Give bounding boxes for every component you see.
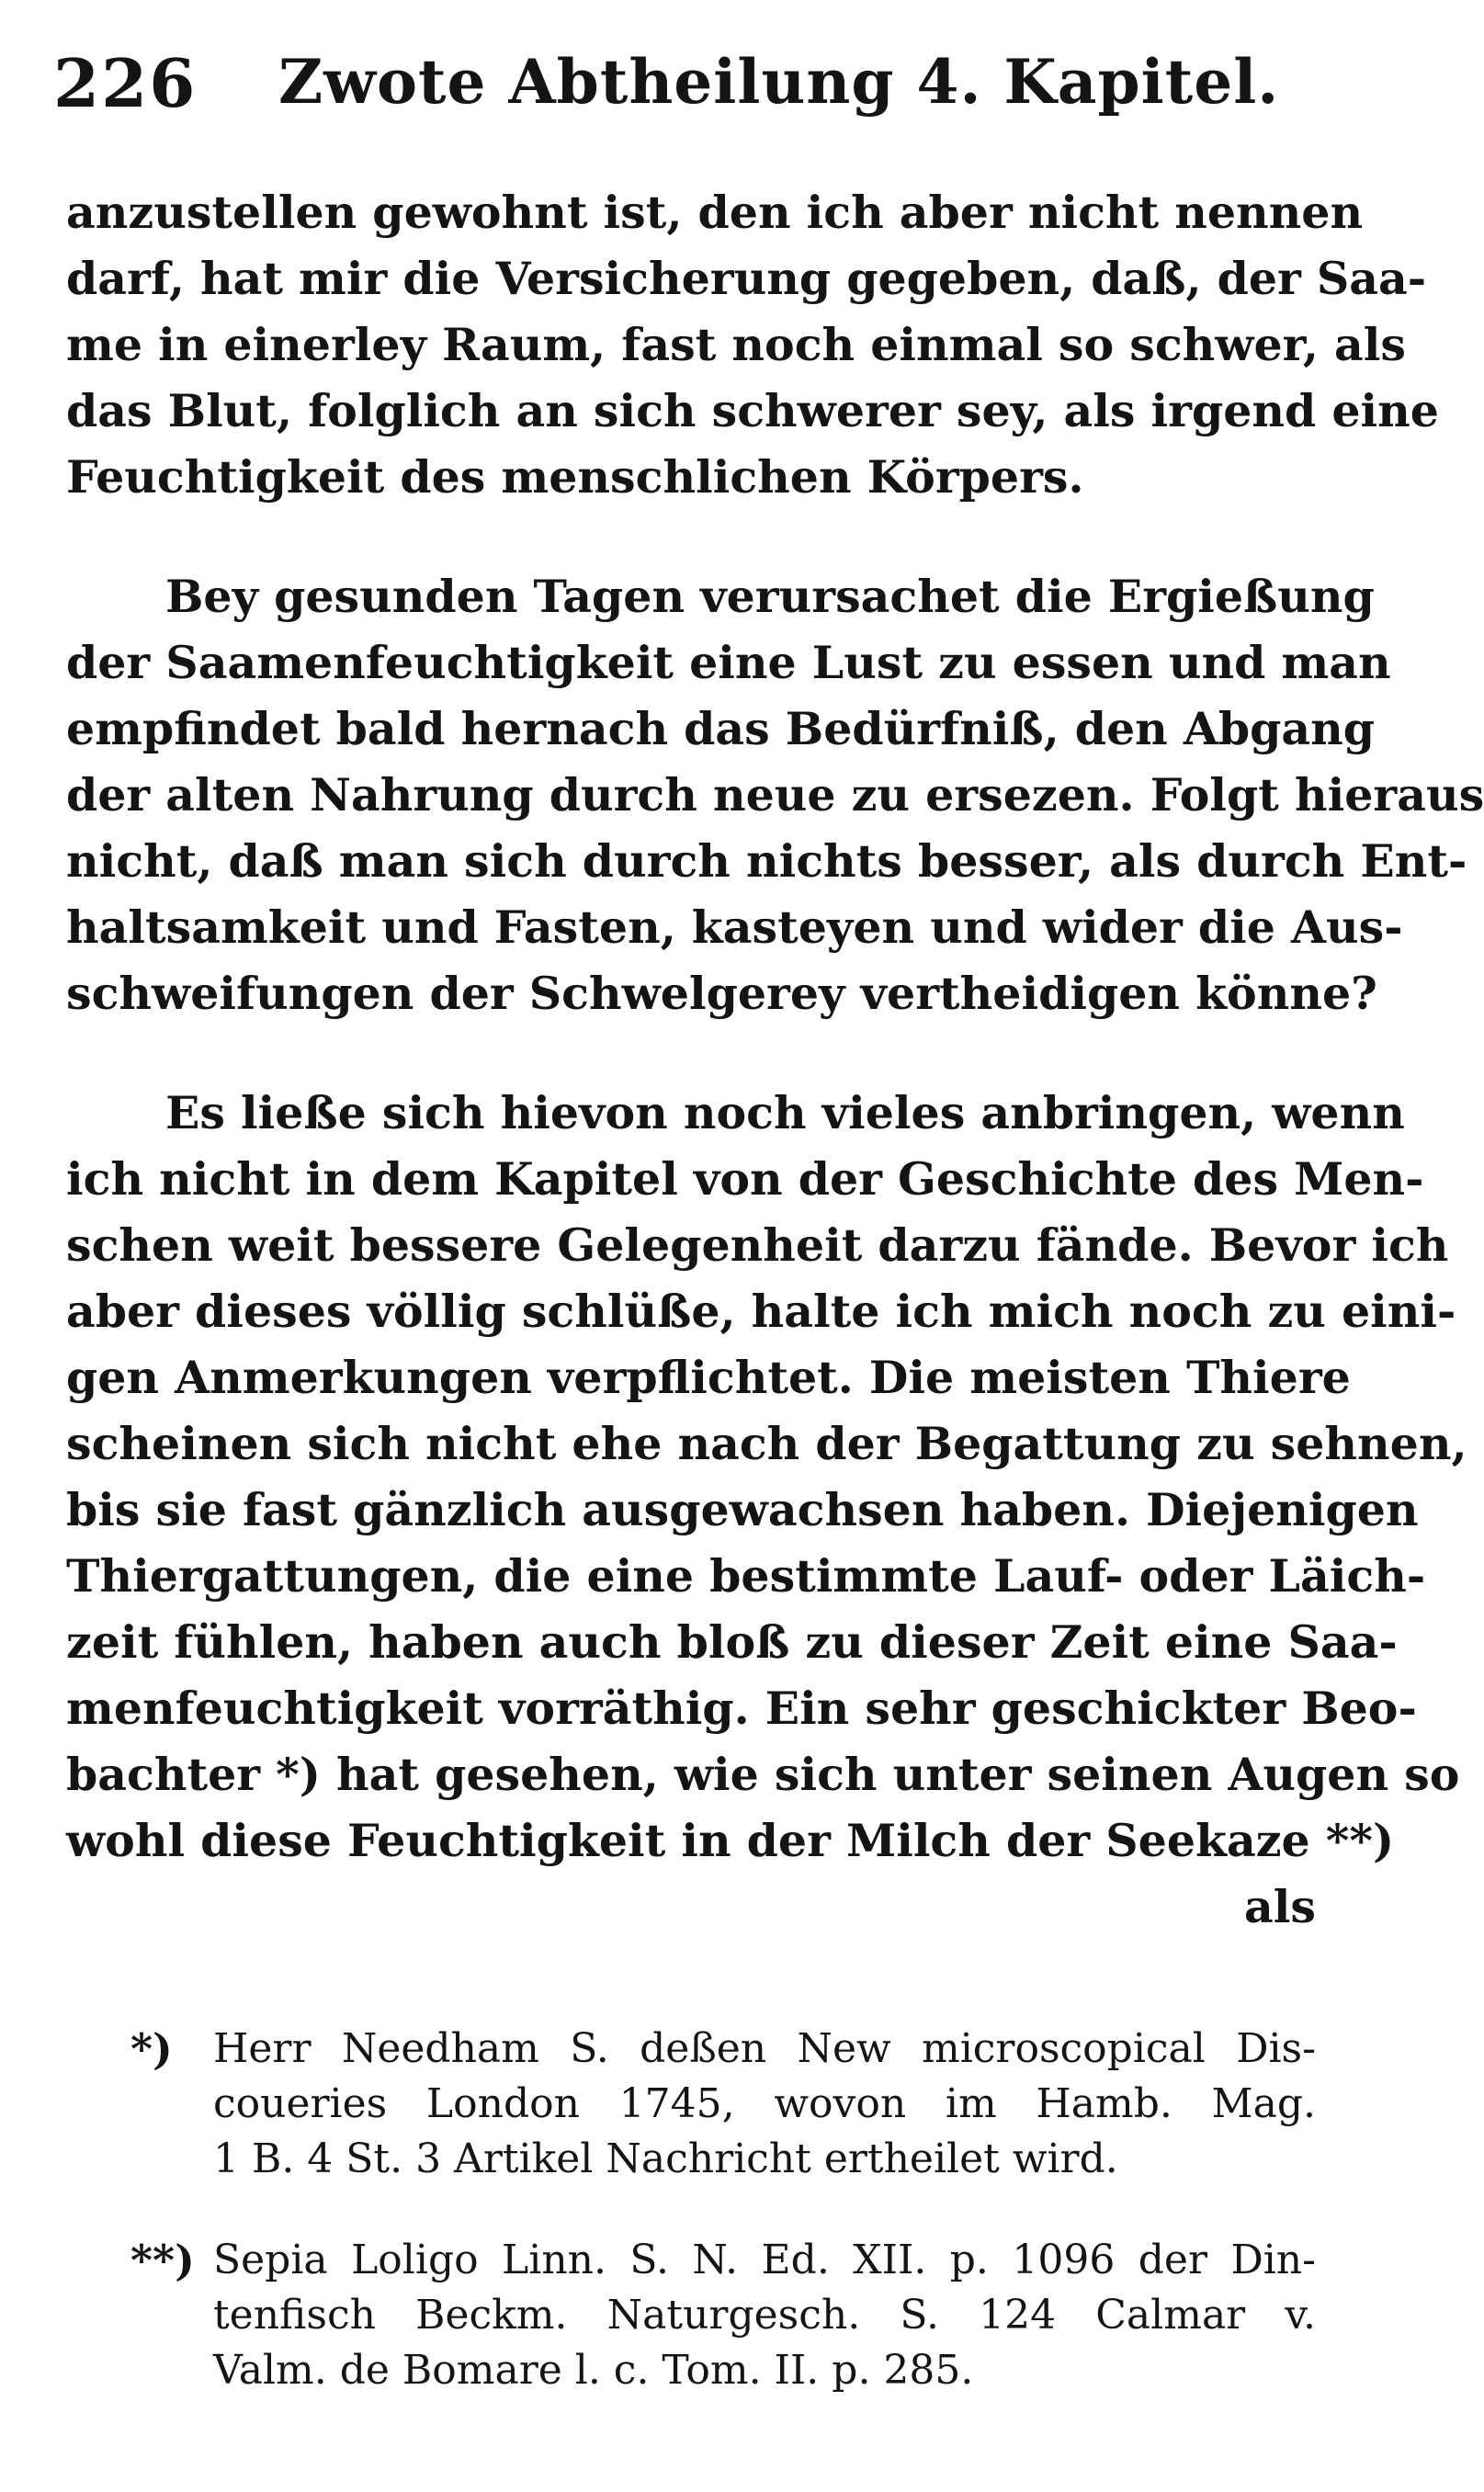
text-line: bis sie fast gänzlich ausgewachsen haben. Diejenigen	[66, 1483, 1419, 1536]
text-line: nicht, daß man sich durch nichts besser, als durch Ent-	[66, 834, 1467, 888]
footnote-line: 1 B. 4 St. 3 Artikel Nachricht ertheilet wird.	[213, 2135, 1118, 2182]
footnote-line: Sepia Loligo Linn. S. N. Ed. XII. p. 1096 der Din-	[213, 2237, 1316, 2283]
catchword: als	[1244, 1880, 1316, 1933]
text-line: haltsamkeit und Fasten, kasteyen und wider die Aus-	[66, 901, 1403, 954]
text-line: der Saamenfeuchtigkeit eine Lust zu essen und man	[66, 636, 1391, 689]
text-line: Thiergattungen, die eine bestimmte Lauf- oder Läich-	[66, 1549, 1426, 1603]
text-line: schweifungen der Schwelgerey vertheidigen könne?	[66, 967, 1377, 1020]
footnote-marker: **)	[130, 2236, 195, 2285]
text-line: der alten Nahrung durch neue zu ersezen. Folgt hieraus	[66, 768, 1484, 821]
running-head	[53, 44, 1321, 127]
footnote-1	[130, 2022, 1316, 2187]
footnote-line: Valm. de Bomare l. c. Tom. II. p. 285.	[213, 2347, 974, 2394]
text-line: anzustellen gewohnt ist, den ich aber nicht nennen	[66, 186, 1364, 239]
text-line: gen Anmerkungen verpflichtet. Die meisten Thiere	[66, 1351, 1351, 1404]
text-line: wohl diese Feuchtigkeit in der Milch der Seekaze **)	[66, 1814, 1395, 1867]
paragraph-1	[66, 179, 1439, 510]
text-line: schen weit bessere Gelegenheit darzu fände. Bevor ich	[66, 1218, 1449, 1272]
text-line: me in einerley Raum, fast noch einmal so schwer, als	[66, 318, 1406, 371]
footnote-marker: *)	[130, 2024, 173, 2074]
running-title: Zwote Abtheilung 4. Kapitel.	[278, 46, 1280, 118]
text-line: Es ließe sich hievon noch vieles anbringen, wenn	[165, 1086, 1405, 1139]
text-line: darf, hat mir die Versicherung gegeben, daß, der Saa-	[66, 252, 1427, 305]
text-line: Feuchtigkeit des menschlichen Körpers.	[66, 450, 1084, 504]
paragraph-2	[66, 563, 1484, 1026]
footnote-line: Herr Needham S. deßen New microscopical Dis-	[213, 2025, 1316, 2072]
text-line: empfindet bald hernach das Bedürfniß, den Abgang	[66, 702, 1376, 755]
footnote-line: coueries London 1745, wovon im Hamb. Mag.	[213, 2080, 1316, 2127]
text-line: ich nicht in dem Kapitel von der Geschichte des Men-	[66, 1152, 1424, 1206]
paragraph-3	[66, 1080, 1467, 1874]
footnote-line: tenfisch Beckm. Naturgesch. S. 124 Calmar v.	[213, 2292, 1316, 2339]
footnotes	[130, 2022, 1316, 2398]
page-number: 226	[53, 44, 198, 122]
text-line: Bey gesunden Tagen verursachet die Ergießung	[165, 570, 1375, 623]
text-line: scheinen sich nicht ehe nach der Begattung zu sehnen,	[66, 1417, 1467, 1470]
text-line: menfeuchtigkeit vorräthig. Ein sehr geschickter Beo-	[66, 1682, 1417, 1735]
text-line: bachter *) hat gesehen, wie sich unter seinen Augen so	[66, 1748, 1460, 1801]
text-line: das Blut, folglich an sich schwerer sey, als irgend eine	[66, 384, 1439, 437]
text-line: aber dieses völlig schlüße, halte ich mich noch zu eini-	[66, 1285, 1456, 1338]
footnote-2	[130, 2233, 1316, 2398]
text-line: zeit fühlen, haben auch bloß zu dieser Zeit eine Saa-	[66, 1615, 1398, 1669]
main-text	[66, 179, 1484, 1940]
